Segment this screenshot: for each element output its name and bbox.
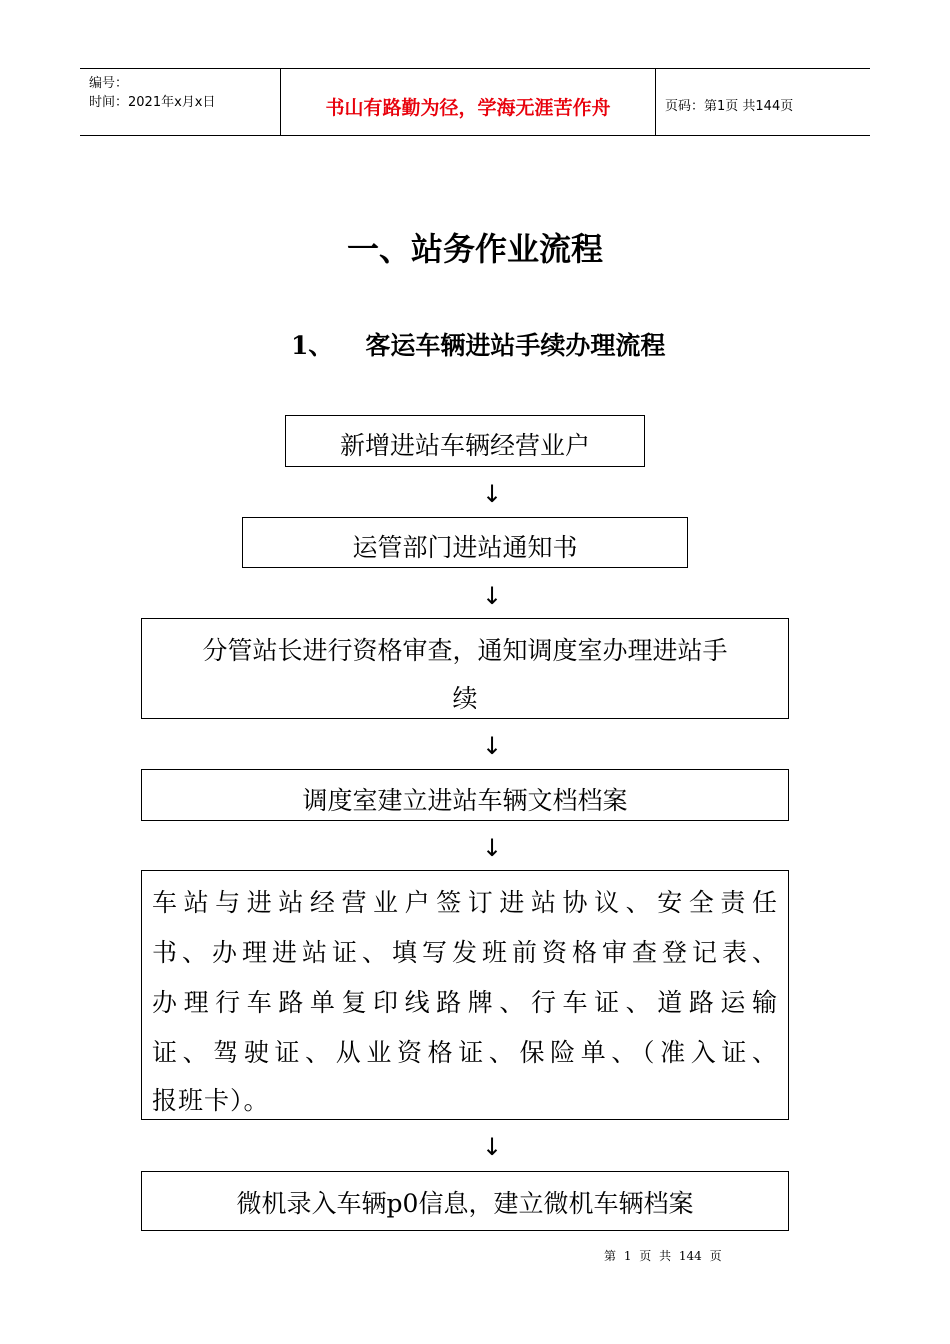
flow-step-5	[141, 870, 789, 1120]
flow-step-5-line-4: 证、驾驶证、从业资格证、保险单、（准入证、	[152, 1038, 778, 1067]
document-date: 时间：2021年x月x日	[89, 95, 216, 110]
flow-step-5-line-2: 书、办理进站证、填写发班前资格审查登记表、	[152, 938, 778, 967]
flow-arrow-1: ↓	[481, 480, 503, 508]
section-title	[291, 326, 665, 362]
flow-step-5-line-1: 车站与进站经营业户签订进站协议、安全责任	[152, 888, 778, 917]
section-title-text: 客运车辆进站手续办理流程	[365, 331, 666, 360]
section-number: 1、	[291, 331, 334, 360]
flow-step-2-text: 运管部门进站通知书	[352, 533, 578, 562]
document-number: 编号：	[89, 76, 129, 91]
header-meta	[80, 69, 281, 135]
flow-arrow-5: ↓	[481, 1133, 503, 1161]
flow-arrow-4: ↓	[481, 834, 503, 862]
header-motto: 书山有路勤为径，学海无涯苦作舟	[325, 97, 611, 119]
flow-step-4-text: 调度室建立进站车辆文档档案	[302, 786, 628, 815]
flow-step-6-text: 微机录入车辆p0信息，建立微机车辆档案	[236, 1189, 694, 1218]
page-header	[80, 68, 870, 136]
flow-step-1-text: 新增进站车辆经营业户	[339, 431, 590, 460]
flow-step-5-line-5: 报班卡）。	[152, 1086, 270, 1115]
header-page-number: 页码：第1页 共144页	[665, 99, 794, 114]
flow-step-2	[242, 517, 688, 568]
flow-step-1	[285, 415, 645, 467]
page-title: 一、站务作业流程	[346, 230, 603, 268]
flow-arrow-2: ↓	[481, 582, 503, 610]
header-motto-cell	[281, 69, 656, 135]
flow-step-3-line-1: 分管站长进行资格审查，通知调度室办理进站手	[202, 636, 728, 665]
flow-step-5-line-3: 办理行车路单复印线路牌、行车证、道路运输	[152, 988, 778, 1017]
flow-step-3-line-2: 续	[452, 684, 478, 713]
flow-step-3	[141, 618, 789, 719]
flow-step-6	[141, 1171, 789, 1231]
flow-arrow-3: ↓	[481, 732, 503, 760]
flow-step-4	[141, 769, 789, 821]
header-page-cell	[656, 69, 870, 135]
page-footer: 第 1 页 共 144 页	[604, 1249, 722, 1263]
